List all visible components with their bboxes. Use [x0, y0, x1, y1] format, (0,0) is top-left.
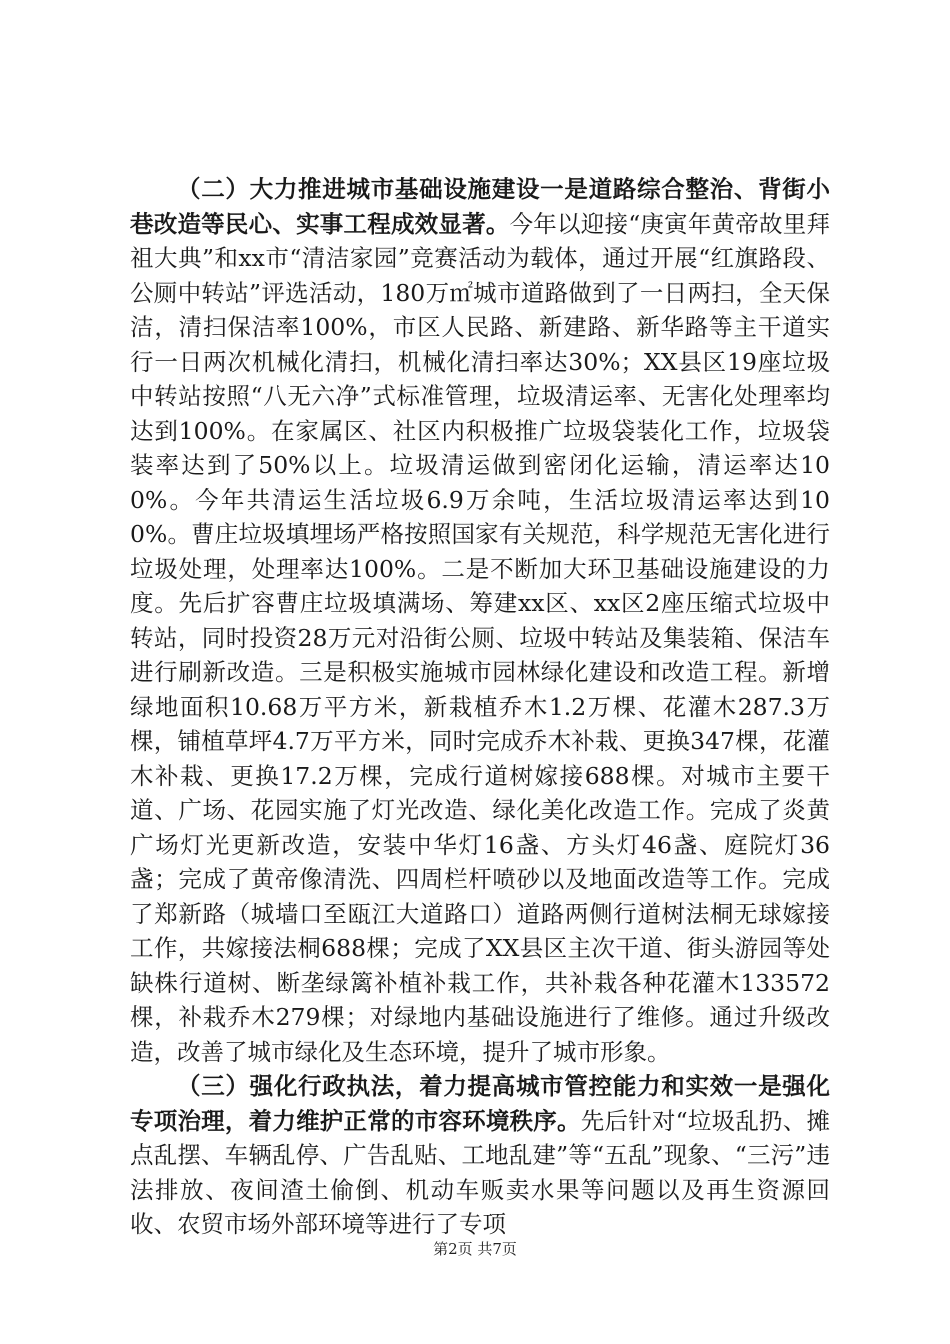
document-body: [130, 172, 830, 1242]
paragraph-infrastructure: [130, 172, 830, 1069]
page-number-footer: 第2页 共7页: [433, 1240, 517, 1258]
paragraph-text: 今年以迎接“庚寅年黄帝故里拜祖大典”和xx市“清洁家园”竞赛活动为载体，通过开展“红旗路段、公厕中转站”评选活动，180万㎡城市道路做到了一日两扫，全天保洁，清扫保洁率100%，市区人民路、新建路、新华路等主干道实行一日两次机械化清扫，机械化清扫率达30%；XX县区19座垃圾中转站按照“八无六净”式标准管理，垃圾清运率、无害化处理率均达到100%。在家属区、社区内积极推广垃圾袋装化工作，垃圾袋装率达到了50%以上。垃圾清运做到密闭化运输，清运率达100%。今年共清运生活垃圾6.9万余吨，生活垃圾清运率达到100%。曹庄垃圾填埋场严格按照国家有关规范，科学规范无害化进行垃圾处理，处理率达100%。二是不断加大环卫基础设施建设的力度。先后扩容曹庄垃圾填满场、筹建xx区、xx区2座压缩式垃圾中转站，同时投资28万元对沿街公厕、垃圾中转站及集装箱、保洁车进行刷新改造。三是积极实施城市园林绿化建设和改造工程。新增绿地面积10.68万平方米，新栽植乔木1.2万棵、花灌木287.3万棵，铺植草坪4.7万平方米，同时完成乔木补栽、更换347棵，花灌木补栽、更换17.2万棵，完成行道树嫁接688棵。对城市主要干道、广场、花园实施了灯光改造、绿化美化改造工作。完成了炎黄广场灯光更新改造，安装中华灯16盏、方头灯46盏、庭院灯36盏；完成了黄帝像清洗、四周栏杆喷砂以及地面改造等工作。完成了郑新路（城墙口至瓯江大道路口）道路两侧行道树法桐无球嫁接工作，共嫁接法桐688棵；完成了XX县区主次干道、街头游园等处缺株行道树、断垄绿篱补植补栽工作，共补栽各种花灌木133572棵，补栽乔木279棵；对绿地内基础设施进行了维修。通过升级改造，改善了城市绿化及生态环境，提升了城市形象。: [130, 209, 830, 1066]
paragraph-heading: （二）大力推进城市基础设施建设一是道路综合整治、背街小巷改造等民心、实事工程成效显著。: [130, 175, 830, 238]
paragraph-heading: （三）强化行政执法，着力提高城市管控能力和实效一是强化专项治理，着力维护正常的市容环境秩序。: [130, 1072, 830, 1135]
paragraph-text: 先后针对“垃圾乱扔、摊点乱摆、车辆乱停、广告乱贴、工地乱建”等“五乱”现象、“三污”违法排放、夜间渣土偷倒、机动车贩卖水果等问题以及再生资源回收、农贸市场外部环境等进行了专项: [130, 1106, 830, 1238]
paragraph-enforcement: [130, 1069, 830, 1242]
